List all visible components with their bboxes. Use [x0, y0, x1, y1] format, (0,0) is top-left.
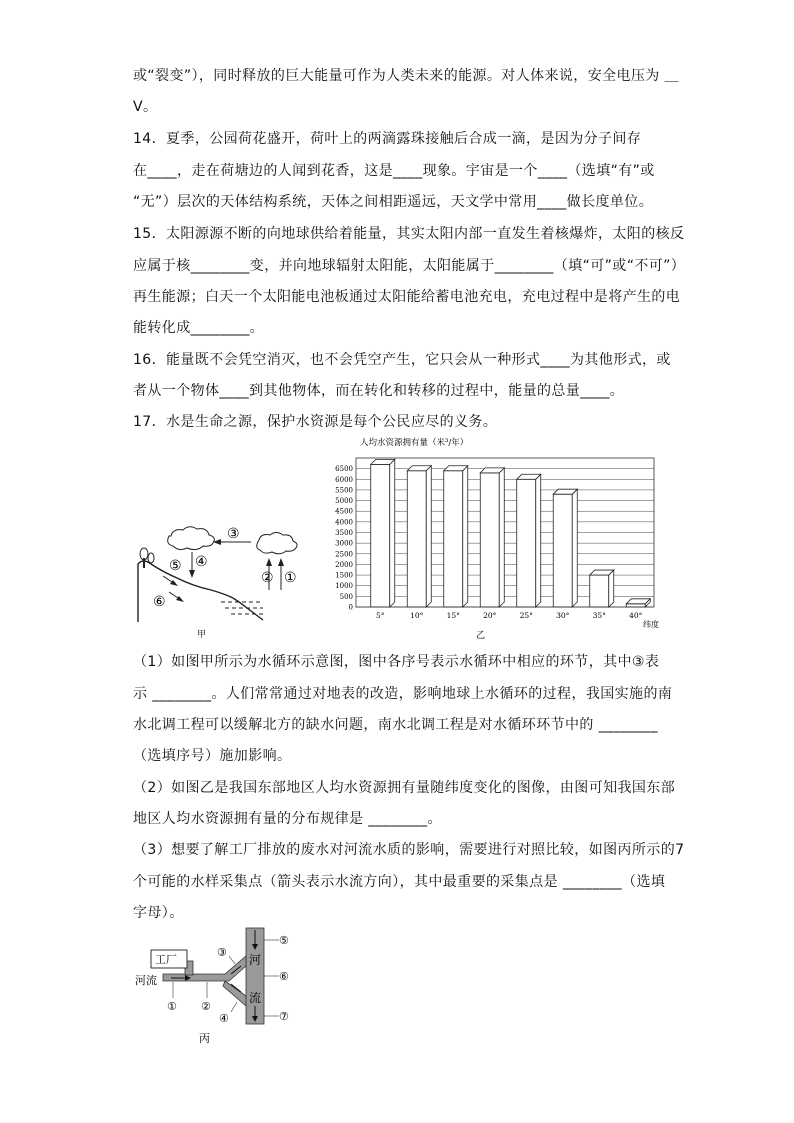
cloud-left	[168, 527, 215, 550]
y-tick-label: 0	[348, 603, 353, 612]
label-3: ③	[227, 526, 240, 542]
svg-text:河流: 河流	[135, 974, 157, 987]
bar-side	[463, 466, 468, 607]
river-sampling-figure	[133, 926, 303, 1048]
x-tick-label: 20°	[483, 611, 497, 620]
caption-yi: 乙	[476, 631, 486, 641]
water-cycle-figure	[133, 518, 303, 640]
point-2: ②	[201, 1000, 211, 1013]
bar	[590, 575, 609, 607]
question-17-2: （2）如图乙是我国东部地区人均水资源拥有量随纬度变化的图像，由图可知我国东部	[133, 780, 676, 796]
label-6: ⑥	[153, 594, 166, 610]
svg-text:流: 流	[249, 991, 262, 1005]
question-17-3: （3）想要了解工厂排放的废水对河流水质的影响，需要进行对照比较，如图丙所示的7	[133, 842, 685, 858]
bar-side	[609, 570, 614, 607]
y-tick-label: 6500	[335, 465, 353, 474]
svg-text:工厂: 工厂	[155, 953, 177, 966]
text-line: 者从一个物体____到其他物体，而在转化和转移的过程中，能量的总量____。	[133, 383, 625, 399]
bar-side	[390, 459, 395, 607]
text-line: 或“裂变”），同时释放的巨大能量可作为人类未来的能源。对人体来说，安全电压为 ＿	[133, 68, 679, 84]
text-line: （选填序号）施加影响。	[133, 748, 292, 764]
point-1: ①	[167, 1000, 177, 1013]
y-tick-label: 6000	[335, 475, 353, 484]
text-line: 再生能源；白天一个太阳能电池板通过太阳能给蓄电池充电，充电过程中是将产生的电	[133, 289, 681, 305]
label-1: ①	[284, 570, 297, 586]
cloud-right	[257, 533, 297, 554]
bar	[444, 471, 463, 607]
y-tick-label: 4500	[335, 507, 353, 516]
bar-side	[536, 474, 541, 607]
y-tick-label: 2000	[335, 560, 353, 569]
point-5: ⑤	[279, 934, 289, 947]
y-tick-label: 3000	[335, 539, 353, 548]
svg-text:河: 河	[249, 953, 262, 967]
chart-title: 人均水资源拥有量（米³/年）	[360, 438, 469, 448]
chart-xlabel: 纬度	[643, 620, 659, 629]
y-tick-label: 4000	[335, 518, 353, 527]
text-line: 字母）。	[133, 905, 184, 921]
text-line: 在____，走在荷塘边的人闻到花香，这是____现象。宇宙是一个____（选填“有”或	[133, 163, 655, 179]
label-2: ②	[261, 570, 274, 586]
point-7: ⑦	[279, 1010, 289, 1023]
bar-side	[426, 466, 431, 607]
terrain	[138, 561, 263, 622]
text-line: 个可能的水样采集点（箭头表示水流方向），其中最重要的采集点是 ________（选填	[133, 874, 666, 890]
question-15: 15．太阳源源不断的向地球供给着能量，其实太阳内部一直发生着核爆炸，太阳的核反	[133, 226, 685, 242]
text-line: 能转化成________。	[133, 320, 265, 336]
point-3: ③	[217, 946, 227, 959]
bar	[407, 471, 426, 607]
caption-jia: 甲	[197, 630, 207, 640]
y-tick-label: 1500	[335, 571, 353, 580]
bar	[626, 604, 645, 607]
water-resource-chart	[328, 434, 660, 644]
x-tick-label: 5°	[375, 611, 385, 620]
point-4: ④	[219, 1012, 229, 1025]
y-tick-label: 3500	[335, 529, 353, 537]
x-tick-label: 40°	[629, 611, 643, 620]
x-tick-label: 30°	[556, 611, 570, 620]
text-line: “无”）层次的天体结构系统，天体之间相距遥远，天文学中常用____做长度单位。	[133, 194, 654, 210]
text-line: 地区人均水资源拥有量的分布规律是 ________。	[133, 811, 442, 827]
y-tick-label: 2500	[335, 550, 353, 559]
bar-side	[499, 468, 504, 607]
question-16: 16．能量既不会凭空消灭，也不会凭空产生，它只会从一种形式____为其他形式，或	[133, 352, 671, 368]
bar	[480, 473, 499, 607]
label-5: ⑤	[169, 558, 182, 574]
bar	[517, 479, 536, 607]
x-tick-label: 10°	[410, 611, 424, 620]
question-14: 14．夏季，公园荷花盛开，荷叶上的两滴露珠接触后合成一滴，是因为分子间存	[133, 131, 642, 147]
text-line: 示 ________。人们常常通过对地表的改造，影响地球上水循环的过程，我国实施的南	[133, 686, 673, 702]
point-6: ⑥	[279, 970, 289, 983]
text-line: 应属于核________变，并向地球辐射太阳能，太阳能属于________（填“可”或“不可”）	[133, 258, 686, 274]
bar	[553, 494, 572, 607]
text-line: 水北调工程可以缓解北方的缺水问题，南水北调工程是对水循环环节中的 ________	[133, 717, 658, 733]
text-line: V。	[133, 99, 158, 115]
y-tick-label: 500	[339, 592, 353, 601]
bar	[371, 464, 390, 607]
y-tick-label: 1000	[335, 582, 353, 591]
x-tick-label: 35°	[592, 611, 606, 620]
bar-side	[572, 489, 577, 607]
label-4: ④	[195, 554, 208, 570]
y-tick-label: 5500	[335, 486, 353, 495]
y-tick-label: 5000	[335, 497, 353, 506]
question-17-1: （1）如图甲所示为水循环示意图，图中各序号表示水循环中相应的环节，其中③表	[133, 654, 660, 670]
x-tick-label: 15°	[446, 611, 460, 620]
x-tick-label: 25°	[519, 611, 533, 620]
caption-bing: 丙	[199, 1032, 210, 1045]
question-17: 17．水是生命之源，保护水资源是每个公民应尽的义务。	[133, 414, 498, 430]
